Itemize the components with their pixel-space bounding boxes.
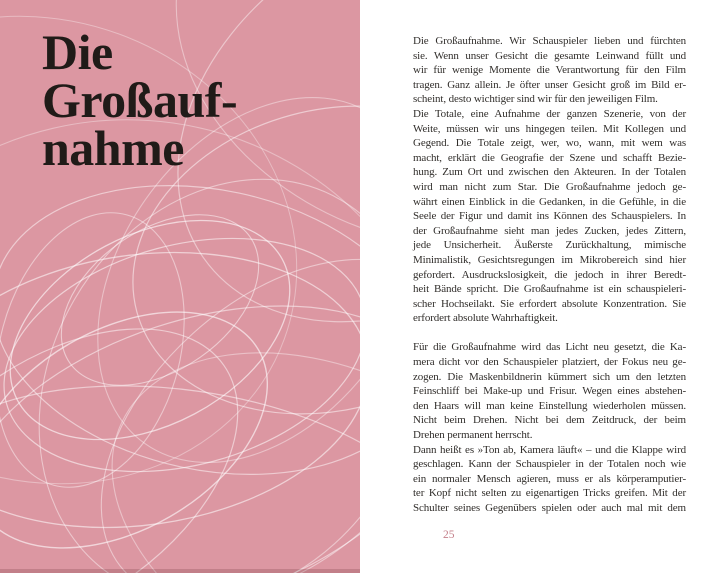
paragraph bbox=[413, 34, 686, 107]
page-edge-shadow bbox=[0, 569, 360, 573]
text-line: mera dicht vor den Schauspieler platziert, der Fokus neu ge- bbox=[413, 356, 686, 369]
text-line: Minimalistik, Gesichtsregungen im Mikrobereich sind hier bbox=[413, 253, 686, 266]
text-line: Die Großaufnahme. Wir Schauspieler lieben und fürchten bbox=[413, 35, 686, 47]
text-line: geschlagen. Kann der Schauspieler in der Totalen noch wie bbox=[413, 458, 686, 471]
text-line: Für die Großaufnahme wird das Licht neu gesetzt, die Ka- bbox=[413, 341, 686, 354]
text-line: wir für wenige Momente die Verantwortung für den Film bbox=[413, 64, 686, 77]
text-line: heit Bände spricht. Die Großaufnahme ist ein schauspieleri- bbox=[413, 283, 686, 296]
text-line: sie. Wenn unser Gesicht die gesamte Leinwand füllt und bbox=[413, 49, 686, 62]
chapter-title bbox=[42, 24, 238, 176]
paragraph bbox=[413, 107, 686, 326]
text-line: Dann heißt es »Ton ab, Kamera läuft« – und die Klappe wird bbox=[413, 443, 686, 456]
text-line: Gegend. Die Totale zeigt, wer, wo, wann, mit wem was bbox=[413, 137, 686, 150]
text-line: Die Totale, eine Aufnahme der ganzen Szenerie, von der bbox=[413, 107, 686, 120]
text-line: Nicht beim Drehen. Nicht bei dem Zeitdruck, der beim bbox=[413, 414, 686, 427]
paragraph bbox=[413, 443, 686, 516]
text-line: Seele der Figur und damit ins Können des Schauspielers. In bbox=[413, 210, 686, 223]
text-line: gefordert. Ausdruckslosigkeit, die jedoch in ihrer Beredt- bbox=[413, 268, 686, 281]
body-text bbox=[413, 34, 686, 516]
paragraph bbox=[413, 340, 686, 442]
chapter-title-line: nahme bbox=[42, 120, 184, 176]
text-line: tragen. Ganz allein. Je öfter unser Gesicht groß im Bild er- bbox=[413, 78, 686, 91]
text-line: Drehen permanent herrscht. bbox=[413, 429, 533, 442]
text-line: Weite, müssen wir uns hingegen teilen. Mit Kollegen und bbox=[413, 122, 686, 135]
chapter-title-line: Großauf- bbox=[42, 72, 238, 128]
text-line: währt einen Einblick in die Gedanken, in die Gefühle, in die bbox=[413, 195, 686, 208]
text-line: zogen. Die Maskenbildnerin kümmert sich um den letzten bbox=[413, 370, 686, 383]
text-line: scheint, desto wichtiger sind wir für den jeweiligen Film. bbox=[413, 93, 658, 106]
text-line: scher Hochseilakt. Sie erfordert absolute Konzentration. Sie bbox=[413, 297, 686, 310]
page-number: 25 bbox=[443, 529, 455, 541]
text-line: erfordert absolute Wahrhaftigkeit. bbox=[413, 312, 558, 325]
text-line: jede Unsicherheit. Äußerste Zurückhaltung, mimische bbox=[413, 239, 686, 252]
text-line: Schulter seines Gegenübers spielen oder auch mal mit dem bbox=[413, 502, 686, 514]
text-line: macht, erklärt die Geografie der Szene und schafft Bezie- bbox=[413, 151, 686, 164]
text-line: Feinschliff bei Make-up und Frisur. Wegen eines abstehen- bbox=[413, 385, 686, 398]
text-line: hung. Zum Ort und zwischen den Akteuren. In der Totalen bbox=[413, 166, 686, 179]
text-line: ein normaler Mensch agieren, muss er als körperamputier- bbox=[413, 472, 686, 485]
text-line: ter Kopf nicht selten zu eigenartigen Tricks greifen. Mit der bbox=[413, 487, 686, 500]
text-line: wird man nicht zum Star. Die Großaufnahme jedoch ge- bbox=[413, 180, 686, 193]
text-line: den Haars will man keine Einstellung wiederholen müssen. bbox=[413, 399, 686, 412]
text-line: der Großaufnahme sieht man jedes Zucken, jedes Zittern, bbox=[413, 224, 686, 237]
chapter-title-line: Die bbox=[42, 24, 113, 80]
